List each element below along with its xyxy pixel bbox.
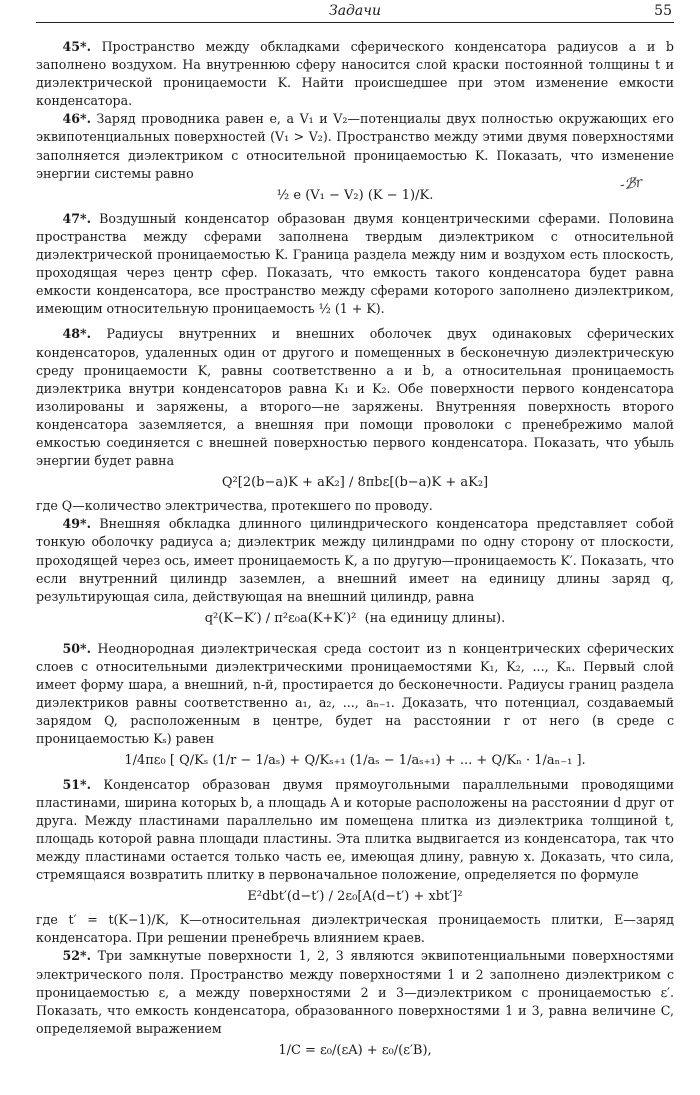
problem-number: 50*. (62, 640, 91, 656)
page-body (36, 38, 674, 1065)
problem-number: 46*. (62, 111, 91, 127)
formula-46: ½ e (V₁ − V₂) (K − 1)/K. (276, 187, 434, 203)
problem-number: 48*. (62, 326, 91, 342)
problem-number: 52*. (62, 948, 91, 964)
problem-47 (36, 210, 674, 319)
problem-text: Внешняя обкладка длинного цилиндрического конденсатора представляет собой тонкую оболочку радиуса a; диэлектрик между цилиндрами по одну сторону от плоскости, проходящей через ось, имеет проницаемость K, а по другую—проницаемость K′. Показать, что если внутренний цилиндр заземлен, а внешний имеет на единицу длины заряд q, результирующая сила, действующая на внешний цилиндр, равна (36, 516, 674, 604)
formula-51: E²dbt′(d−t′) / 2ε₀[A(d−t′) + xbt′]² (247, 889, 463, 905)
handwritten-margin-note: -ℬ̸r (618, 174, 644, 194)
formula-50: 1/4πε₀ [ Q/Kₛ (1/r − 1/aₛ) + Q/Kₛ₊₁ (1/aₛ − 1/aₛ₊₁) + ... + Q/Kₙ · 1/aₙ₋₁ ]. (124, 753, 586, 769)
problem-text: Три замкнутые поверхности 1, 2, 3 являются эквипотенциальными поверхностями электрического поля. Пространство между поверхностями 1 и 2 заполнено диэлектриком с проницаемостью ε, а между поверхностями 2 и 3—диэлектриком с проницаемостью ε′. Показать, что емкость конденсатора, образованного поверхностями 1 и 3, равна величине C, определяемой выражением (36, 948, 674, 1036)
formula-49-expression: q²(K−K′) / π²ε₀a(K+K′)² (204, 610, 357, 626)
problem-number: 47*. (62, 210, 91, 226)
problem-text: Неоднородная диэлектрическая среда состоит из n концентрических сферических слоев с относительными диэлектрическими проницаемостями K₁, K₂, ..., Kₙ. Первый слой имеет форму шара, а внешний, n-й, простирается до бесконечности. Радиусы границ раздела диэлектриков равны соответственно a₁, a₂, ..., aₙ₋₁. Доказать, что потенциал, создаваемый зарядом Q, расположенным в центре, будет на расстоянии r от него (в среде с проницаемостью Kₛ) равен (36, 640, 674, 747)
problem-text: Пространство между обкладками сферического конденсатора радиусов a и b заполнено воздухом. На внутреннюю сферу наносится слой краски постоянной толщины t и диэлектрической проницаемости K. Найти происшедшее при этом изменение емкости конденсатора. (36, 39, 674, 109)
problem-50 (36, 640, 674, 749)
problem-text: Заряд проводника равен e, а V₁ и V₂—потенциалы двух полностью окружающих его эквипотенциальных поверхностей (V₁ > V₂). Пространство между этими двумя поверхностями заполняется диэлектриком с относительной проницаемостью K. Показать, что изменение энергии системы равно (36, 111, 675, 181)
formula-48: Q²[2(b−a)K + aK₂] / 8πbε[(b−a)K + aK₂] (221, 475, 489, 491)
problem-text: Радиусы внутренних и внешних оболочек двух одинаковых сферических конденсаторов, удаленных один от другого и помещенных в бесконечную диэлектрическую среду проницаемости K, равны соответственно a и b, а относительная проницаемость диэлектрика внутри конденсаторов равна K₁ и K₂. Обе поверхности первого конденсатора изолированы и заряжены, а второго—не заряжены. Внутренняя поверхность второго конденсатора заземляется, а внешняя при помощи проволоки с пренебрежимо малой емкостью соединяется с внешней поверхностью первого конденсатора. Показать, что убыль энергии будет равна (36, 326, 674, 469)
problem-48 (36, 325, 674, 470)
problem-number: 45*. (62, 39, 91, 54)
problem-48-note: где Q—количество электричества, протекшего по проводу. (36, 498, 433, 514)
formula-49 (36, 610, 674, 628)
problem-46 (36, 110, 674, 182)
problem-number: 51*. (62, 776, 91, 792)
problem-49 (36, 515, 674, 605)
problem-text: Конденсатор образован двумя прямоугольными параллельными проводящими пластинами, ширина которых b, а площадь A и которые расположены на расстоянии d друг от друга. Между пластинами параллельно им помещена плитка из диэлектрика толщиной t, площадь которой равна площади пластины. Эта плитка выдвигается из конденсатора, так что между пластинами остается только часть ее, имеющая длину, равную x. Доказать, что сила, стремящаяся возвратить плитку в первоначальное положение, определяется по формуле (36, 776, 674, 883)
running-header (36, 2, 674, 23)
problem-52 (36, 947, 674, 1037)
formula-49-note: (на единицу длины). (364, 610, 506, 626)
formula-52: 1/C = ε₀/(εA) + ε₀/(ε′B), (278, 1042, 432, 1058)
page-number: 55 (654, 3, 672, 19)
problem-51-note: где t′ = t(K−1)/K, K—относительная диэлектрическая проницаемость плитки, E—заряд конденсатора. При решении пренебречь влиянием краев. (36, 912, 674, 946)
problem-number: 49*. (62, 516, 91, 532)
problem-51 (36, 776, 674, 885)
problem-text: Воздушный конденсатор образован двумя концентрическими сферами. Половина пространства между сферами заполнена твердым диэлектриком с относительной диэлектрической проницаемостью K. Граница раздела между ним и воздухом есть плоскость, проходящая через центр сфер. Показать, что емкость такого конденсатора будет равна емкости конденсатора, все пространство между сферами которого заполнено диэлектриком, имеющим относительную проницаемость ½ (1 + K). (36, 210, 674, 317)
section-title: Задачи (328, 3, 381, 19)
problem-45 (36, 38, 674, 110)
